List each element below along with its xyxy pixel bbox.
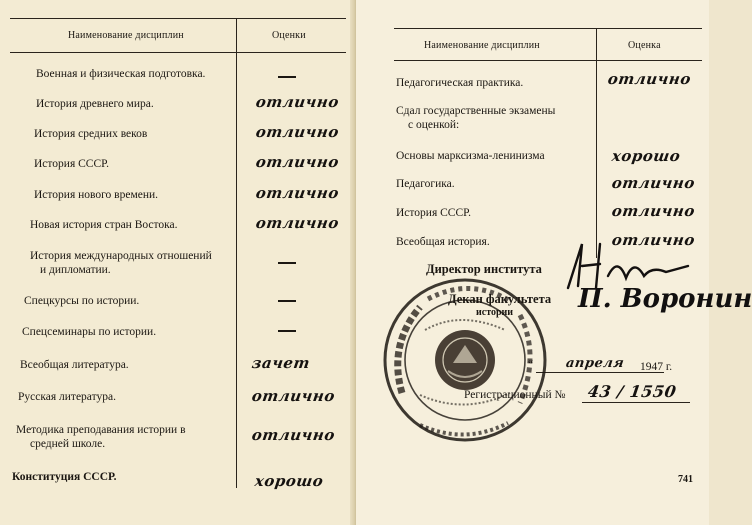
left-grade-13: хорошо — [253, 472, 325, 490]
left-header-subject: Наименование дисциплин — [68, 30, 184, 41]
left-page — [0, 0, 354, 525]
left-subject-3: История средних веков — [34, 128, 148, 140]
dean-signature: П. Воронин — [578, 284, 752, 314]
left-grade-12: отлично — [250, 426, 337, 444]
right-subject-6: Всеобщая история. — [396, 236, 490, 248]
right-grade-3: хорошо — [610, 147, 682, 165]
left-grade-dash-1 — [278, 76, 296, 78]
right-subject-5: История СССР. — [396, 207, 471, 219]
right-subject-1: Педагогическая практика. — [396, 77, 524, 89]
left-grade-2: отлично — [254, 93, 341, 111]
left-subject-4: История СССР. — [34, 158, 109, 170]
dean-sublabel: истории — [476, 307, 514, 318]
right-subject-2-line2: с оценкой: — [408, 119, 460, 131]
registration-label: Регистрационный № — [464, 389, 566, 401]
left-grade-dash-7 — [278, 262, 296, 264]
right-header-rule — [394, 60, 702, 61]
director-signature — [548, 236, 698, 296]
right-top-rule — [394, 28, 702, 29]
left-top-rule — [10, 18, 346, 19]
right-header-grade: Оценка — [628, 40, 661, 51]
left-grade-dash-8 — [278, 300, 296, 302]
left-grade-dash-9 — [278, 330, 296, 332]
left-subject-8: Спецкурсы по истории. — [24, 295, 140, 307]
date-open-quote: “ — [528, 359, 534, 371]
right-grade-1: отлично — [606, 70, 693, 88]
left-column-divider — [236, 18, 237, 488]
registration-underline — [582, 402, 690, 403]
right-subject-3: Основы марксизма-ленинизма — [396, 150, 545, 162]
left-subject-5: История нового времени. — [34, 189, 159, 201]
left-subject-13: Конституция СССР. — [12, 471, 117, 483]
left-grade-10: зачет — [250, 354, 312, 372]
left-grade-11: отлично — [250, 387, 337, 405]
left-grade-6: отлично — [254, 214, 341, 232]
right-subject-4: Педагогика. — [396, 178, 455, 190]
left-subject-7-line2: и дипломатии. — [40, 264, 111, 276]
page-number: 741 — [678, 474, 693, 485]
right-column-divider — [596, 28, 597, 258]
left-grade-3: отлично — [254, 123, 341, 141]
left-subject-12-line1: Методика преподавания истории в — [16, 424, 186, 436]
right-grade-4: отлично — [610, 174, 697, 192]
registration-number: 43 / 1550 — [586, 382, 678, 401]
director-label: Директор института — [426, 262, 542, 276]
right-header-subject: Наименование дисциплин — [424, 40, 540, 51]
left-subject-11: Русская литература. — [18, 391, 116, 403]
left-subject-7-line1: История международных отношений — [30, 250, 212, 262]
official-seal-stamp — [380, 275, 550, 445]
left-subject-12-line2: средней школе. — [30, 438, 106, 450]
dean-label: Декан факультета — [448, 292, 552, 306]
date-month: апреля — [564, 356, 626, 371]
left-grade-4: отлично — [254, 153, 341, 171]
left-header-rule — [10, 52, 346, 53]
left-subject-9: Спецсеминары по истории. — [22, 326, 157, 338]
left-header-grade: Оценки — [272, 30, 306, 41]
left-subject-6: Новая история стран Востока. — [30, 219, 178, 231]
date-year: 1947 г. — [640, 361, 673, 373]
right-grade-5: отлично — [610, 202, 697, 220]
left-subject-2: История древнего мира. — [36, 98, 154, 110]
left-subject-1: Военная и физическая подготовка. — [36, 68, 206, 80]
left-grade-5: отлично — [254, 184, 341, 202]
right-grade-6: отлично — [610, 231, 697, 249]
right-subject-2-line1: Сдал государственные экзамены — [396, 105, 556, 117]
left-subject-10: Всеобщая литература. — [20, 359, 129, 371]
